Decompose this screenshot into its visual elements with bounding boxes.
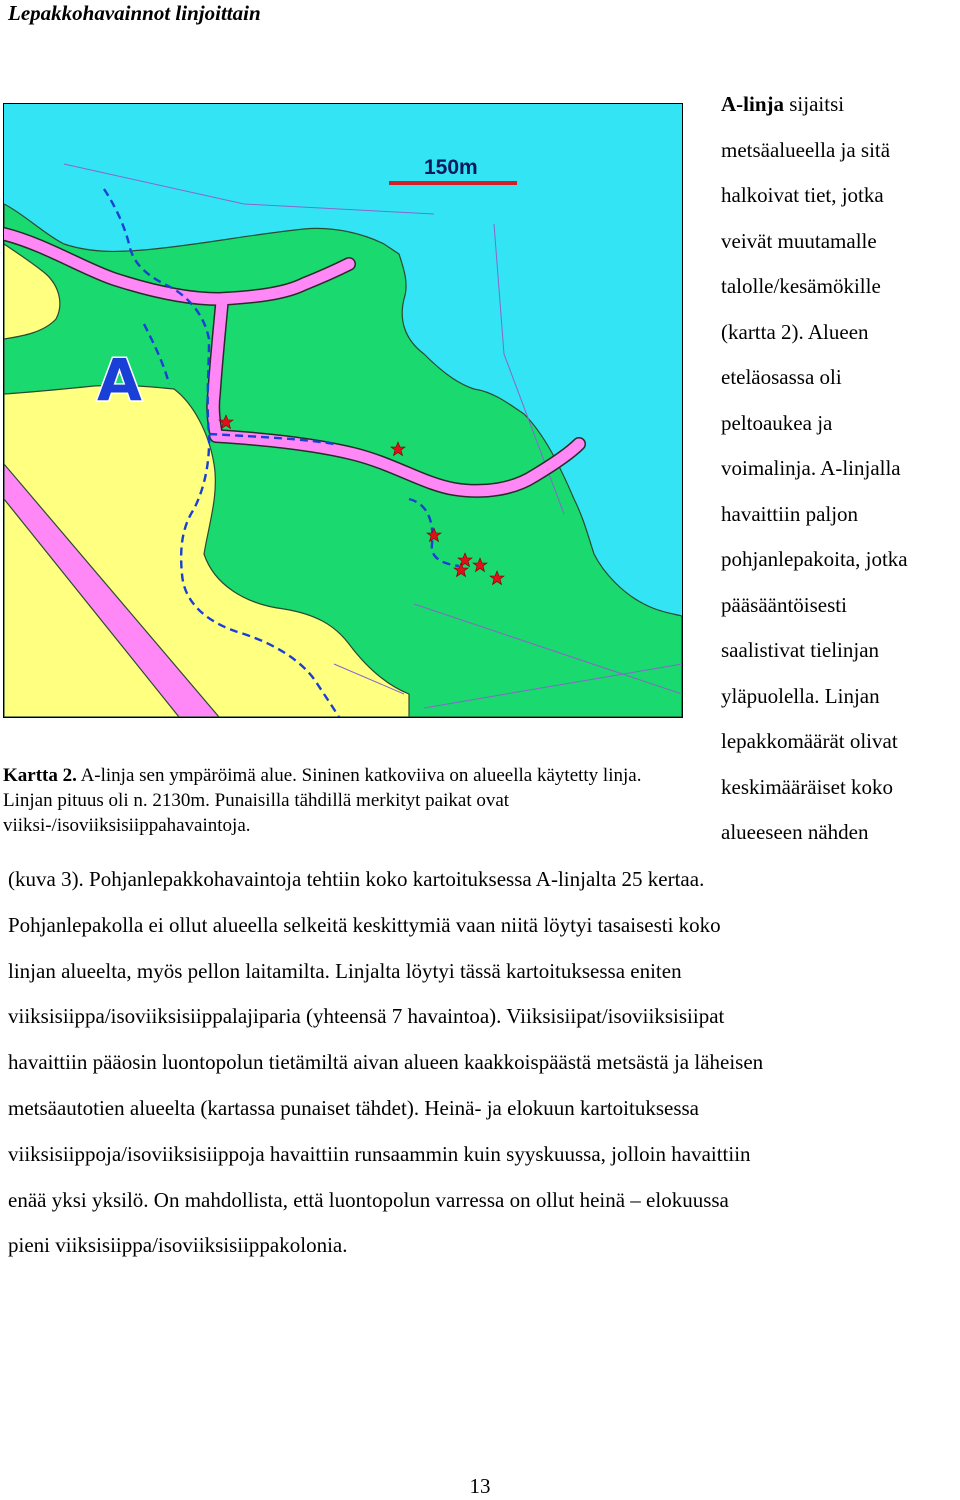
side-line: veivät muutamalle	[721, 228, 877, 253]
side-lead: A-linja	[721, 92, 784, 116]
area-map	[3, 103, 683, 718]
caption-label: Kartta 2.	[3, 765, 77, 786]
side-line: halkoivat tiet, jotka	[721, 183, 884, 207]
side-line: A-linja sijaitsi	[721, 92, 845, 116]
side-line: lepakkomäärät olivat	[721, 729, 898, 753]
body-line: viiksisiippa/isoviiksisiippalajiparia (yhteensä 7 havaintoa). Viiksisiipat/isoviiksisiipat	[8, 1004, 725, 1029]
body-line: linjan alueelta, myös pellon laitamilta. Linjalta löytyi tässä kartoituksessa eniten	[8, 958, 682, 983]
caption-text: A-linja sen ympäröimä alue. Sininen katkoviiva on alueella käytetty linja. Linjan pituus oli n. 2130m. Punaisilla tähdillä merkityt paikat ovat viiksi-/isoviiksisiippahavaintoja.	[3, 765, 642, 836]
side-line: pohjanlepakoita, jotka	[721, 547, 908, 571]
body-line: enää yksi yksilö. On mahdollista, että luontopolun varressa on ollut heinä – elokuussa	[8, 1187, 729, 1212]
side-line: havaittiin paljon	[721, 501, 859, 526]
body-paragraph	[8, 857, 960, 1269]
page-number: 13	[469, 1474, 491, 1498]
side-line: peltoaukea ja	[721, 410, 833, 435]
side-paragraph	[721, 82, 960, 856]
side-line: (kartta 2). Alueen	[721, 319, 869, 344]
body-line: viiksisiippoja/isoviiksisiippoja havaittiin runsaammin kuin syyskuussa, jolloin havaittiin	[8, 1141, 751, 1166]
side-line: talolle/kesämökille	[721, 274, 881, 298]
line-letter: A	[97, 346, 142, 414]
side-line: voimalinja. A-linjalla	[721, 456, 901, 480]
page-heading: Lepakkohavainnot linjoittain	[8, 1, 261, 25]
side-line: keskimääräiset koko	[721, 774, 894, 799]
side-line: eteläosassa oli	[721, 365, 842, 389]
body-line: pieni viiksisiippa/isoviiksisiippakolonia.	[8, 1233, 348, 1258]
body-line: Pohjanlepakolla ei ollut alueella selkeitä keskittymiä vaan niitä löytyi tasaisesti koko	[8, 912, 721, 937]
body-line: (kuva 3). Pohjanlepakkohavaintoja tehtiin koko kartoituksessa A-linjalta 25 kertaa.	[8, 867, 705, 891]
boundary-line	[64, 164, 434, 214]
map-drawing	[4, 104, 682, 717]
side-line: saalistivat tielinjan	[721, 638, 880, 662]
scale-label: 150m	[424, 156, 478, 179]
body-line: havaittiin pääosin luontopolun tietämiltä aivan alueen kaakkoispäästä metsästä ja läheisen	[8, 1050, 764, 1075]
side-line: pääsääntöisesti	[721, 592, 847, 617]
side-line: alueeseen nähden	[721, 820, 869, 844]
side-line: yläpuolella. Linjan	[721, 683, 880, 708]
map-caption	[3, 763, 693, 838]
side-line: metsäalueella ja sitä	[721, 137, 891, 162]
body-line: metsäautotien alueelta (kartassa punaiset tähdet). Heinä- ja elokuun kartoituksessa	[8, 1095, 700, 1120]
